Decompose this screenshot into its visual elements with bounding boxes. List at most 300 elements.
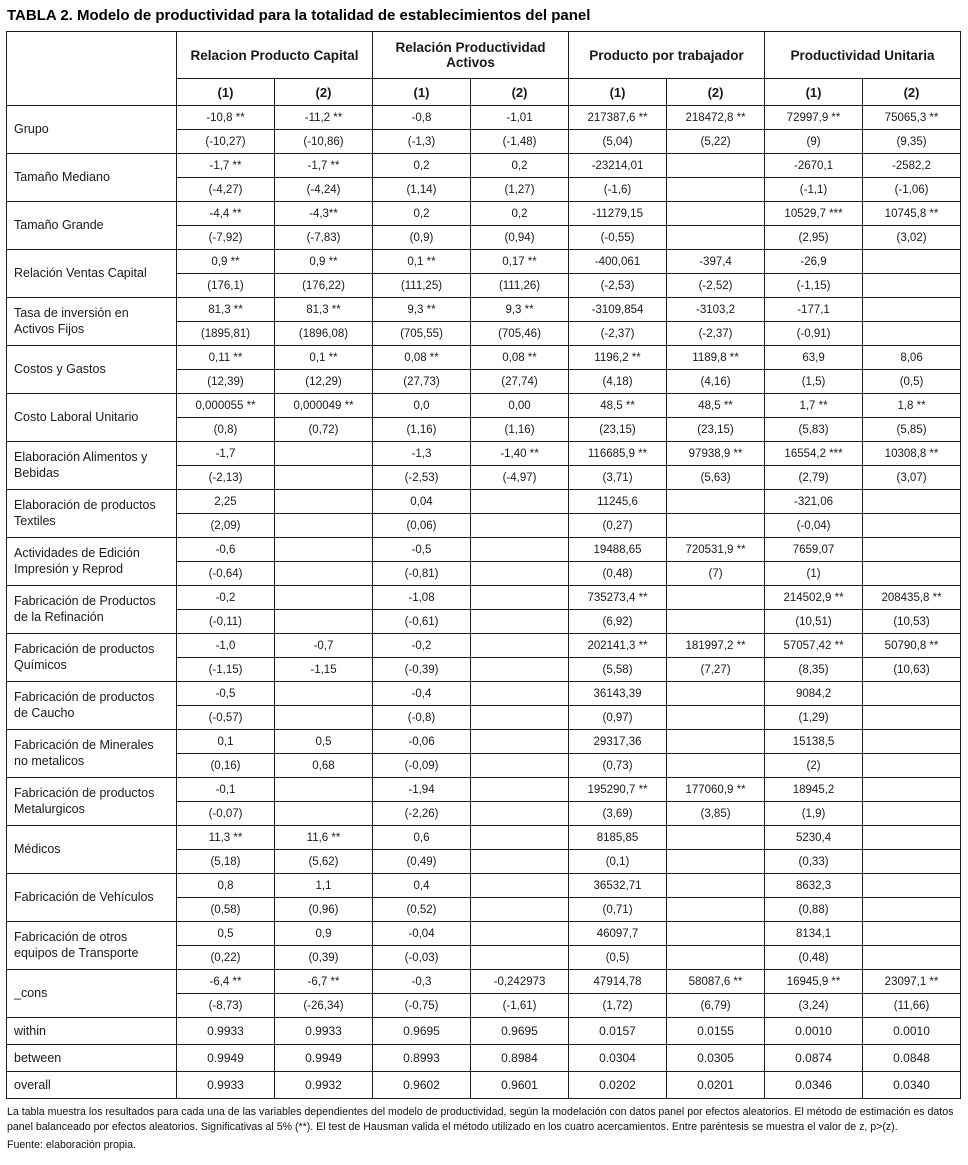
z-value-cell: (0,22) — [177, 946, 275, 970]
variable-label: Fabricación de otros equipos de Transporte — [7, 922, 177, 970]
z-value-cell — [471, 754, 569, 778]
z-value-cell: (5,85) — [863, 418, 961, 442]
variable-label: Fabricación de Minerales no metalicos — [7, 730, 177, 778]
coef-cell — [863, 538, 961, 562]
coef-cell: 720531,9 ** — [667, 538, 765, 562]
z-value-cell — [275, 562, 373, 586]
coef-cell — [471, 730, 569, 754]
coef-cell: 75065,3 ** — [863, 106, 961, 130]
coef-cell: 0,08 ** — [471, 346, 569, 370]
coef-cell — [863, 250, 961, 274]
table-body — [7, 106, 961, 1099]
z-value-cell: (0,8) — [177, 418, 275, 442]
coef-cell: -3103,2 — [667, 298, 765, 322]
coef-cell: 0,2 — [471, 202, 569, 226]
z-value-cell: (-10,86) — [275, 130, 373, 154]
z-value-cell: (27,74) — [471, 370, 569, 394]
z-value-cell: (-7,83) — [275, 226, 373, 250]
table-row — [7, 490, 961, 514]
coef-cell: 0,1 ** — [275, 346, 373, 370]
z-value-cell: (3,85) — [667, 802, 765, 826]
z-value-cell: (-1,1) — [765, 178, 863, 202]
summary-cell: 0.8984 — [471, 1045, 569, 1072]
coef-cell: 0,000055 ** — [177, 394, 275, 418]
z-value-cell: (-4,27) — [177, 178, 275, 202]
summary-cell: 0.9932 — [275, 1072, 373, 1099]
z-value-cell: (1,16) — [373, 418, 471, 442]
coef-cell — [667, 730, 765, 754]
coef-cell: -1,7 ** — [177, 154, 275, 178]
coef-cell — [667, 826, 765, 850]
column-group-header: Relacion Producto Capital — [177, 32, 373, 79]
variable-label: Fabricación de productos Metalurgicos — [7, 778, 177, 826]
coef-cell: -1,7 — [177, 442, 275, 466]
variable-label: Fabricación de productos Químicos — [7, 634, 177, 682]
coef-cell: -1,7 ** — [275, 154, 373, 178]
z-value-cell — [471, 802, 569, 826]
z-value-cell: (0,5) — [569, 946, 667, 970]
coef-cell: 177060,9 ** — [667, 778, 765, 802]
z-value-cell: (5,04) — [569, 130, 667, 154]
z-value-cell — [667, 514, 765, 538]
z-value-cell — [863, 946, 961, 970]
z-value-cell: (0,16) — [177, 754, 275, 778]
summary-cell: 0.0157 — [569, 1018, 667, 1045]
z-value-cell: (176,1) — [177, 274, 275, 298]
z-value-cell: (0,71) — [569, 898, 667, 922]
z-value-cell: (1,5) — [765, 370, 863, 394]
z-value-cell: (-1,06) — [863, 178, 961, 202]
coef-cell: -2670,1 — [765, 154, 863, 178]
coef-cell: 116685,9 ** — [569, 442, 667, 466]
z-value-cell — [667, 226, 765, 250]
coef-cell: -0,5 — [177, 682, 275, 706]
coef-cell: -23214,01 — [569, 154, 667, 178]
coef-cell: -0,1 — [177, 778, 275, 802]
model-spec-header: (1) — [177, 79, 275, 106]
z-value-cell: (-1,48) — [471, 130, 569, 154]
coef-cell: 735273,4 ** — [569, 586, 667, 610]
z-value-cell: (3,07) — [863, 466, 961, 490]
z-value-cell: (0,73) — [569, 754, 667, 778]
z-value-cell — [471, 946, 569, 970]
z-value-cell: (-2,37) — [667, 322, 765, 346]
coef-cell — [275, 490, 373, 514]
summary-label: between — [7, 1045, 177, 1072]
z-value-cell: (2,79) — [765, 466, 863, 490]
z-value-cell: (0,5) — [863, 370, 961, 394]
z-value-cell: (-1,61) — [471, 994, 569, 1018]
table-row — [7, 298, 961, 322]
coef-cell — [863, 778, 961, 802]
coef-cell: 46097,7 — [569, 922, 667, 946]
coef-cell — [667, 922, 765, 946]
coef-cell: -0,8 — [373, 106, 471, 130]
coef-cell: -0,2 — [373, 634, 471, 658]
coef-cell: -1,3 — [373, 442, 471, 466]
table-row — [7, 778, 961, 802]
summary-cell: 0.9933 — [275, 1018, 373, 1045]
z-value-cell: (0,27) — [569, 514, 667, 538]
coef-cell: 0,2 — [471, 154, 569, 178]
coef-cell: -0,06 — [373, 730, 471, 754]
z-value-cell: (111,26) — [471, 274, 569, 298]
summary-cell: 0.9949 — [275, 1045, 373, 1072]
summary-cell: 0.0305 — [667, 1045, 765, 1072]
z-value-cell: (-1,15) — [765, 274, 863, 298]
coef-cell — [863, 298, 961, 322]
coef-cell: -2582,2 — [863, 154, 961, 178]
z-value-cell: (-4,97) — [471, 466, 569, 490]
variable-label: Tasa de inversión en Activos Fijos — [7, 298, 177, 346]
z-value-cell: (6,79) — [667, 994, 765, 1018]
z-value-cell: (3,24) — [765, 994, 863, 1018]
z-value-cell — [471, 658, 569, 682]
variable-label: Costos y Gastos — [7, 346, 177, 394]
summary-label: within — [7, 1018, 177, 1045]
coef-cell: 11,3 ** — [177, 826, 275, 850]
summary-row — [7, 1072, 961, 1099]
table-row — [7, 874, 961, 898]
coef-cell: 0,4 — [373, 874, 471, 898]
coef-cell: -4,4 ** — [177, 202, 275, 226]
z-value-cell: (2,09) — [177, 514, 275, 538]
summary-cell: 0.0202 — [569, 1072, 667, 1099]
z-value-cell: (0,9) — [373, 226, 471, 250]
z-value-cell: (12,39) — [177, 370, 275, 394]
z-value-cell: (9) — [765, 130, 863, 154]
coef-cell: 0,08 ** — [373, 346, 471, 370]
z-value-cell: (5,18) — [177, 850, 275, 874]
summary-cell: 0.0848 — [863, 1045, 961, 1072]
z-value-cell: (0,72) — [275, 418, 373, 442]
coef-cell — [863, 682, 961, 706]
z-value-cell: (23,15) — [667, 418, 765, 442]
z-value-cell: (-0,11) — [177, 610, 275, 634]
z-value-cell: (0,58) — [177, 898, 275, 922]
z-value-cell: (2) — [765, 754, 863, 778]
column-group-header: Relación Productividad Activos — [373, 32, 569, 79]
z-value-cell: (-0,39) — [373, 658, 471, 682]
z-value-cell: (1,72) — [569, 994, 667, 1018]
z-value-cell: (-26,34) — [275, 994, 373, 1018]
table-row — [7, 442, 961, 466]
column-group-header: Productividad Unitaria — [765, 32, 961, 79]
z-value-cell — [863, 802, 961, 826]
coef-cell: -6,7 ** — [275, 970, 373, 994]
z-value-cell: (1,29) — [765, 706, 863, 730]
model-spec-header: (1) — [569, 79, 667, 106]
summary-cell: 0.0874 — [765, 1045, 863, 1072]
variable-label: Tamaño Mediano — [7, 154, 177, 202]
z-value-cell — [863, 514, 961, 538]
coef-cell: 48,5 ** — [667, 394, 765, 418]
coef-cell: 202141,3 ** — [569, 634, 667, 658]
z-value-cell — [275, 514, 373, 538]
z-value-cell: (3,02) — [863, 226, 961, 250]
z-value-cell: (0,96) — [275, 898, 373, 922]
variable-label: Actividades de Edición Impresión y Reprod — [7, 538, 177, 586]
z-value-cell: (5,63) — [667, 466, 765, 490]
z-value-cell: (3,71) — [569, 466, 667, 490]
z-value-cell: (0,39) — [275, 946, 373, 970]
coef-cell: 63,9 — [765, 346, 863, 370]
summary-cell: 0.9933 — [177, 1072, 275, 1099]
model-spec-header: (2) — [471, 79, 569, 106]
coef-cell: 8,06 — [863, 346, 961, 370]
z-value-cell — [275, 466, 373, 490]
z-value-cell — [471, 706, 569, 730]
coef-cell: -3109,854 — [569, 298, 667, 322]
coef-cell — [667, 490, 765, 514]
model-spec-header: (2) — [863, 79, 961, 106]
summary-row — [7, 1018, 961, 1045]
coef-cell: 8134,1 — [765, 922, 863, 946]
table-row — [7, 682, 961, 706]
coef-cell — [471, 874, 569, 898]
z-value-cell: (0,88) — [765, 898, 863, 922]
z-value-cell: (111,25) — [373, 274, 471, 298]
z-value-cell: (0,33) — [765, 850, 863, 874]
table-row — [7, 922, 961, 946]
z-value-cell: (-0,09) — [373, 754, 471, 778]
z-value-cell — [471, 514, 569, 538]
coef-cell — [275, 586, 373, 610]
variable-label: Fabricación de Vehículos — [7, 874, 177, 922]
coef-cell: 10745,8 ** — [863, 202, 961, 226]
table-row — [7, 394, 961, 418]
z-value-cell: (-2,13) — [177, 466, 275, 490]
variable-label: Relación Ventas Capital — [7, 250, 177, 298]
z-value-cell — [863, 850, 961, 874]
coef-cell: 0,6 — [373, 826, 471, 850]
variable-label: Fabricación de Productos de la Refinación — [7, 586, 177, 634]
z-value-cell: (0,97) — [569, 706, 667, 730]
coef-cell: 181997,2 ** — [667, 634, 765, 658]
z-value-cell: (1,16) — [471, 418, 569, 442]
model-spec-header: (1) — [373, 79, 471, 106]
z-value-cell: (4,16) — [667, 370, 765, 394]
coef-cell: -10,8 ** — [177, 106, 275, 130]
coef-cell: 9,3 ** — [471, 298, 569, 322]
coef-cell: 0,9 ** — [275, 250, 373, 274]
z-value-cell — [471, 562, 569, 586]
coef-cell — [275, 682, 373, 706]
coef-cell: 29317,36 — [569, 730, 667, 754]
z-value-cell — [667, 610, 765, 634]
z-value-cell: (5,58) — [569, 658, 667, 682]
coef-cell — [275, 538, 373, 562]
z-value-cell: (-0,57) — [177, 706, 275, 730]
z-value-cell — [667, 706, 765, 730]
z-value-cell — [863, 562, 961, 586]
coef-cell — [667, 154, 765, 178]
table-note: La tabla muestra los resultados para cada una de las variables dependientes del modelo de productividad, según la modelación con datos panel por efectos aleatorios. El método de estimación es datos panel balanceado por efectos aleatorios. Significativas al 5% (**). El test de Hausman valida el método utilizado en los cuatro acercamientos. Entre paréntesis se muestra el valor de z, p>(z). — [7, 1106, 954, 1134]
z-value-cell: (-10,27) — [177, 130, 275, 154]
z-value-cell — [667, 898, 765, 922]
coef-cell — [863, 826, 961, 850]
z-value-cell: (-0,64) — [177, 562, 275, 586]
summary-cell: 0.0304 — [569, 1045, 667, 1072]
coef-cell: 1,7 ** — [765, 394, 863, 418]
coef-cell: -0,5 — [373, 538, 471, 562]
coef-cell: 81,3 ** — [275, 298, 373, 322]
z-value-cell — [667, 850, 765, 874]
z-value-cell — [667, 754, 765, 778]
coef-cell: 7659,07 — [765, 538, 863, 562]
variable-label: Elaboración Alimentos y Bebidas — [7, 442, 177, 490]
coef-cell — [471, 922, 569, 946]
summary-cell: 0.8993 — [373, 1045, 471, 1072]
coef-cell: -1,01 — [471, 106, 569, 130]
coef-cell: -0,242973 — [471, 970, 569, 994]
z-value-cell: (-2,53) — [373, 466, 471, 490]
coef-cell: 0,11 ** — [177, 346, 275, 370]
z-value-cell: (-0,61) — [373, 610, 471, 634]
z-value-cell — [275, 802, 373, 826]
coef-cell — [471, 586, 569, 610]
z-value-cell: (27,73) — [373, 370, 471, 394]
z-value-cell: (-0,04) — [765, 514, 863, 538]
coef-cell: 57057,42 ** — [765, 634, 863, 658]
table-row — [7, 538, 961, 562]
z-value-cell: (705,55) — [373, 322, 471, 346]
z-value-cell: (0,52) — [373, 898, 471, 922]
coef-cell — [863, 874, 961, 898]
summary-cell: 0.0201 — [667, 1072, 765, 1099]
coef-cell: 0,0 — [373, 394, 471, 418]
coef-cell: 195290,7 ** — [569, 778, 667, 802]
coef-cell — [471, 490, 569, 514]
coef-cell — [667, 874, 765, 898]
coef-cell: 0,8 — [177, 874, 275, 898]
coef-cell: 47914,78 — [569, 970, 667, 994]
z-value-cell: (-0,81) — [373, 562, 471, 586]
summary-label: overall — [7, 1072, 177, 1099]
z-value-cell: (0,48) — [765, 946, 863, 970]
z-value-cell: (0,06) — [373, 514, 471, 538]
coef-cell: 0,17 ** — [471, 250, 569, 274]
z-value-cell: (176,22) — [275, 274, 373, 298]
coef-cell: 0,5 — [275, 730, 373, 754]
z-value-cell: (705,46) — [471, 322, 569, 346]
z-value-cell — [863, 706, 961, 730]
table-row — [7, 826, 961, 850]
summary-cell: 0.0010 — [765, 1018, 863, 1045]
coef-cell: -1,0 — [177, 634, 275, 658]
z-value-cell: (-0,91) — [765, 322, 863, 346]
z-value-cell — [667, 946, 765, 970]
summary-cell: 0.0346 — [765, 1072, 863, 1099]
coef-cell: -1,40 ** — [471, 442, 569, 466]
z-value-cell: (1895,81) — [177, 322, 275, 346]
coef-cell: 5230,4 — [765, 826, 863, 850]
coef-cell: 0,04 — [373, 490, 471, 514]
table-footnotes — [6, 1105, 961, 1153]
table-row — [7, 346, 961, 370]
variable-label: Elaboración de productos Textiles — [7, 490, 177, 538]
z-value-cell: (-7,92) — [177, 226, 275, 250]
table-row — [7, 106, 961, 130]
summary-cell: 0.9602 — [373, 1072, 471, 1099]
table-row — [7, 250, 961, 274]
coef-cell: 50790,8 ** — [863, 634, 961, 658]
coef-cell — [471, 682, 569, 706]
variable-label: Fabricación de productos de Caucho — [7, 682, 177, 730]
table-header — [7, 32, 961, 106]
z-value-cell: (3,69) — [569, 802, 667, 826]
z-value-cell: (-2,53) — [569, 274, 667, 298]
z-value-cell — [275, 706, 373, 730]
coef-cell: 9,3 ** — [373, 298, 471, 322]
coef-cell: 0,9 — [275, 922, 373, 946]
z-value-cell: (-0,8) — [373, 706, 471, 730]
z-value-cell: (-8,73) — [177, 994, 275, 1018]
coef-cell — [471, 634, 569, 658]
model-spec-header: (2) — [667, 79, 765, 106]
z-value-cell — [471, 850, 569, 874]
z-value-cell: (-4,24) — [275, 178, 373, 202]
coef-cell — [667, 586, 765, 610]
coef-cell: -11279,15 — [569, 202, 667, 226]
coef-cell: -0,6 — [177, 538, 275, 562]
column-group-header: Producto por trabajador — [569, 32, 765, 79]
z-value-cell: (4,18) — [569, 370, 667, 394]
z-value-cell: (1,14) — [373, 178, 471, 202]
variable-label: _cons — [7, 970, 177, 1018]
z-value-cell: (-1,6) — [569, 178, 667, 202]
z-value-cell — [863, 322, 961, 346]
coef-cell: -321,06 — [765, 490, 863, 514]
z-value-cell: -1,15 — [275, 658, 373, 682]
coef-cell: 16945,9 ** — [765, 970, 863, 994]
z-value-cell: (10,51) — [765, 610, 863, 634]
coef-cell: -177,1 — [765, 298, 863, 322]
coef-cell: 0,1 — [177, 730, 275, 754]
coef-cell: -400,061 — [569, 250, 667, 274]
summary-cell: 0.9695 — [471, 1018, 569, 1045]
coef-cell: 18945,2 — [765, 778, 863, 802]
coef-cell: 8632,3 — [765, 874, 863, 898]
variable-label: Médicos — [7, 826, 177, 874]
summary-cell: 0.0340 — [863, 1072, 961, 1099]
table-source: Fuente: elaboración propia. — [7, 1138, 136, 1151]
z-value-cell: (1896,08) — [275, 322, 373, 346]
z-value-cell — [863, 754, 961, 778]
coef-cell: 0,2 — [373, 154, 471, 178]
summary-cell: 0.0010 — [863, 1018, 961, 1045]
coef-cell — [275, 442, 373, 466]
variable-label: Costo Laboral Unitario — [7, 394, 177, 442]
coef-cell: -11,2 ** — [275, 106, 373, 130]
z-value-cell: (10,53) — [863, 610, 961, 634]
z-value-cell: (-0,03) — [373, 946, 471, 970]
summary-cell: 0.0155 — [667, 1018, 765, 1045]
coef-cell — [667, 682, 765, 706]
coef-cell: -1,94 — [373, 778, 471, 802]
z-value-cell: (9,35) — [863, 130, 961, 154]
z-value-cell: (-0,55) — [569, 226, 667, 250]
table-row — [7, 970, 961, 994]
coef-cell: 1196,2 ** — [569, 346, 667, 370]
coef-cell: 23097,1 ** — [863, 970, 961, 994]
coef-cell: 217387,6 ** — [569, 106, 667, 130]
z-value-cell: (12,29) — [275, 370, 373, 394]
z-value-cell: (0,49) — [373, 850, 471, 874]
table-row — [7, 586, 961, 610]
summary-cell: 0.9601 — [471, 1072, 569, 1099]
coef-cell: -1,08 — [373, 586, 471, 610]
